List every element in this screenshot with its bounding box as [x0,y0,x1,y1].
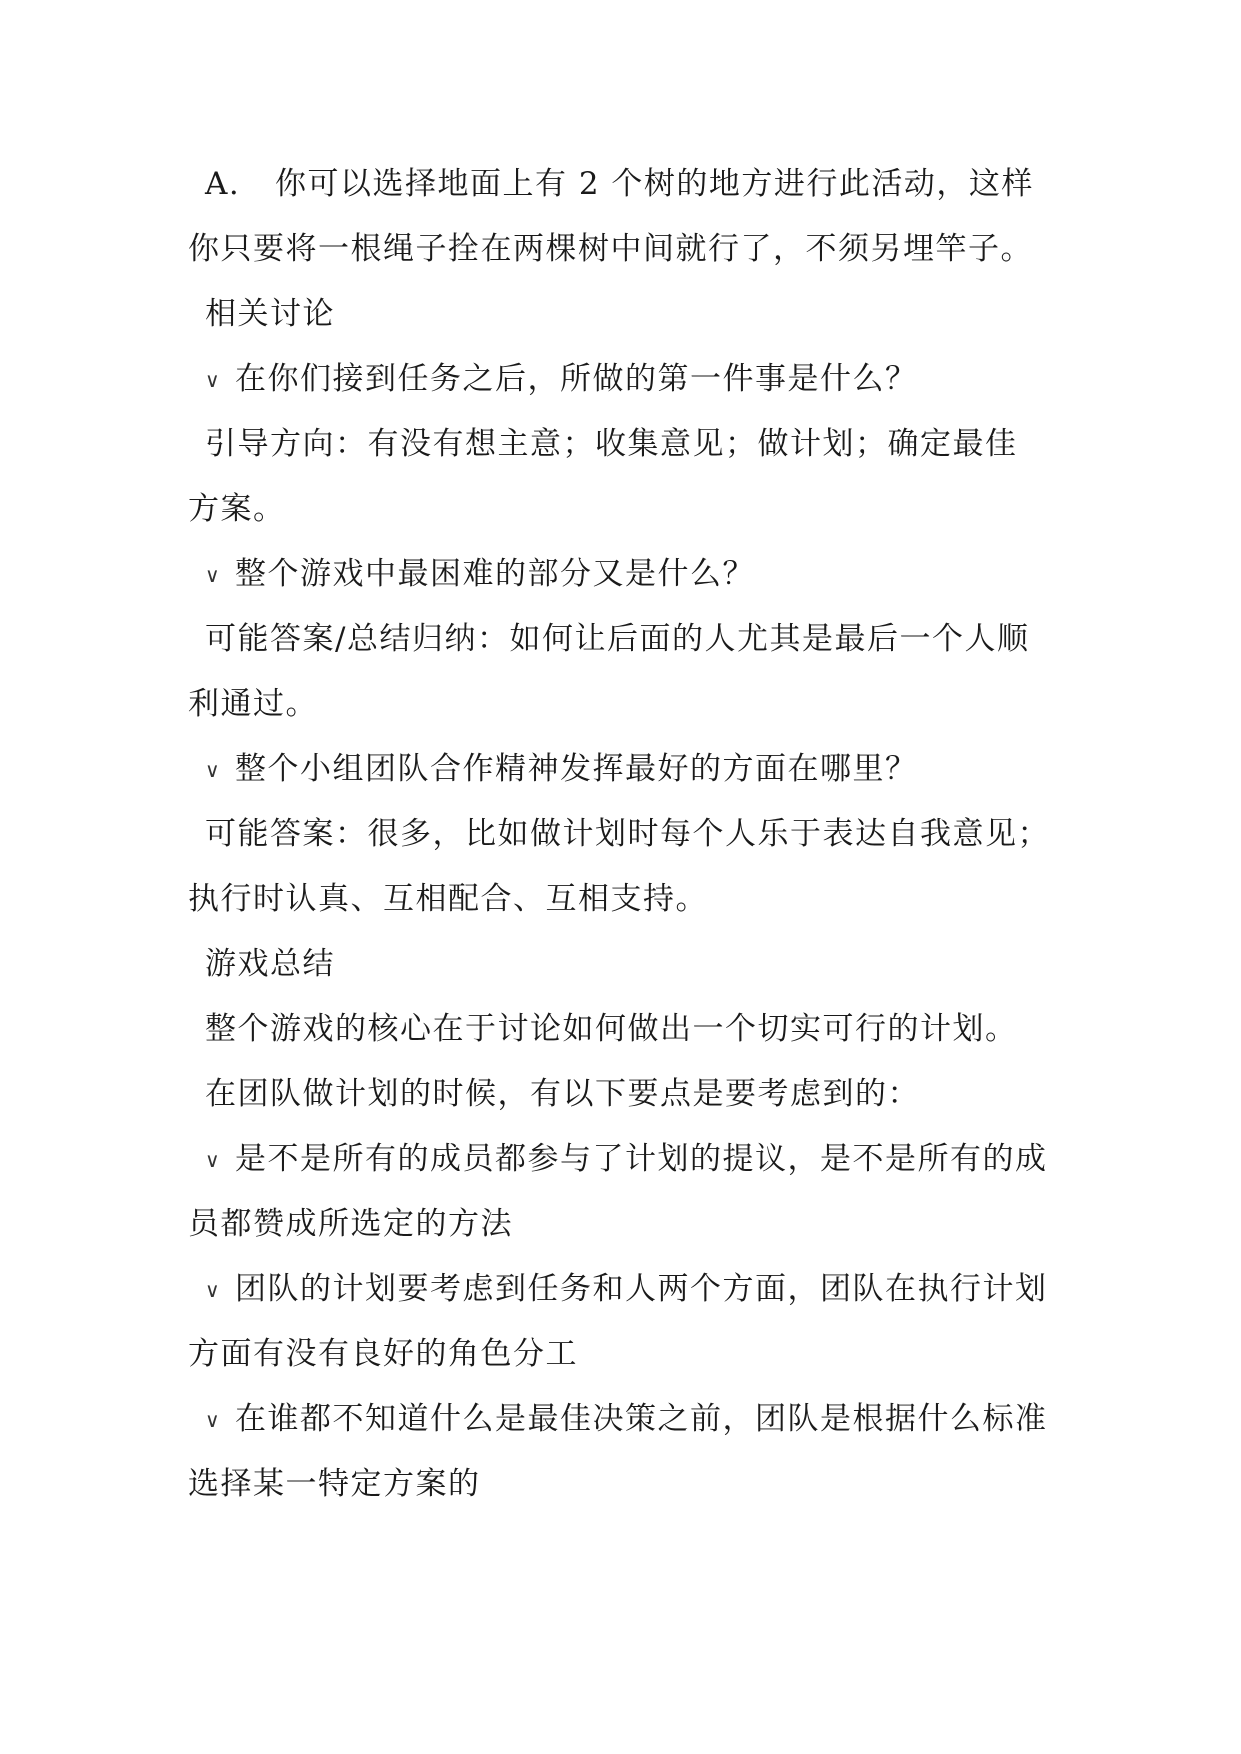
line-text: 方面有没有良好的角色分工 [188,1336,578,1372]
line-text: 是不是所有的成员都参与了计划的提议，是不是所有的成 [235,1141,1048,1177]
paragraph-line [188,412,1056,477]
checklist-item [188,347,1056,412]
line-text: 员都赞成所选定的方法 [188,1206,513,1242]
section-heading [188,282,1056,347]
checkmark-icon: ∨ [205,1278,222,1302]
checklist-item [188,737,1056,802]
paragraph-line [188,1192,1056,1257]
line-text: 你可以选择地面上有 2 个树的地方进行此活动，这样 [275,166,1034,202]
heading-text: 相关讨论 [205,296,335,332]
line-text: 在团队做计划的时候，有以下要点是要考虑到的： [205,1076,920,1112]
checklist-item [188,542,1056,607]
paragraph-line [188,672,1056,737]
line-text: 整个小组团队合作精神发挥最好的方面在哪里？ [235,751,918,787]
section-heading [188,932,1056,997]
paragraph-line [188,1062,1056,1127]
paragraph-line [188,152,1056,217]
paragraph-line [188,802,1056,867]
line-text: 引导方向：有没有想主意；收集意见；做计划；确定最佳 [205,426,1018,462]
line-text: 可能答案：很多，比如做计划时每个人乐于表达自我意见； [205,816,1050,852]
line-text: 方案。 [188,491,286,527]
paragraph-line [188,1452,1056,1517]
list-label: A. [205,166,241,202]
paragraph-line [188,217,1056,282]
line-text: 在谁都不知道什么是最佳决策之前，团队是根据什么标准 [235,1401,1048,1437]
heading-text: 游戏总结 [205,946,335,982]
line-text: 执行时认真、互相配合、互相支持。 [188,881,708,917]
paragraph-line [188,997,1056,1062]
checklist-item [188,1257,1056,1322]
line-text: 团队的计划要考虑到任务和人两个方面，团队在执行计划 [235,1271,1048,1307]
line-text: 选择某一特定方案的 [188,1466,481,1502]
line-text: 你只要将一根绳子拴在两棵树中间就行了，不须另埋竿子。 [188,231,1033,267]
line-text: 在你们接到任务之后，所做的第一件事是什么？ [235,361,918,397]
paragraph-line [188,1322,1056,1387]
paragraph-line [188,477,1056,542]
checkmark-icon: ∨ [205,758,222,782]
document-body [188,152,1056,1517]
checkmark-icon: ∨ [205,1148,222,1172]
line-text: 整个游戏的核心在于讨论如何做出一个切实可行的计划。 [205,1011,1018,1047]
checkmark-icon: ∨ [205,563,222,587]
paragraph-line [188,607,1056,672]
line-text: 整个游戏中最困难的部分又是什么？ [235,556,755,592]
checklist-item [188,1127,1056,1192]
line-text: 可能答案/总结归纳：如何让后面的人尤其是最后一个人顺 [205,621,1030,657]
paragraph-line [188,867,1056,932]
line-text: 利通过。 [188,686,318,722]
checkmark-icon: ∨ [205,1408,222,1432]
checkmark-icon: ∨ [205,368,222,392]
checklist-item [188,1387,1056,1452]
